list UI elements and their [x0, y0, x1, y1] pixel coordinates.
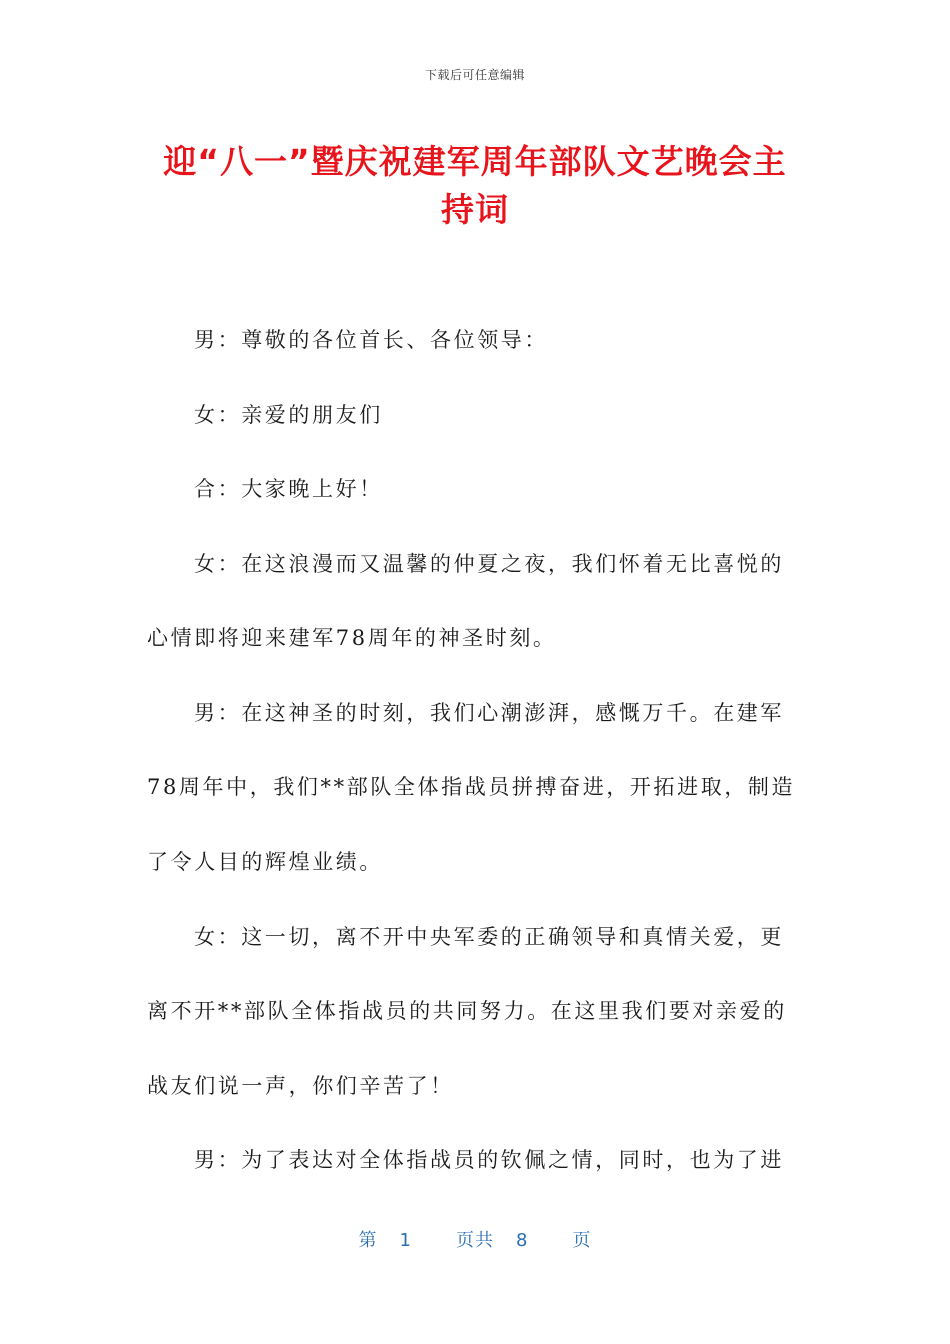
text-line: 女：亲爱的朋友们: [194, 403, 383, 427]
footer-prefix: 第: [358, 1230, 378, 1251]
text-line: 女：在这浪漫而又温馨的仲夏之夜，我们怀着无比喜悦的: [194, 552, 784, 576]
text-line: 合：大家晚上好！: [194, 477, 383, 501]
header-note: 下载后可任意编辑: [424, 68, 525, 82]
page-footer: [0, 1226, 950, 1252]
text-line: 男：尊敬的各位首长、各位领导：: [194, 328, 548, 352]
text-line: 女：这一切，离不开中央军委的正确领导和真情关爱，更: [194, 925, 784, 949]
text-line: 78周年中，我们**部队全体指战员拼搏奋进，开拓进取，制造: [147, 775, 796, 799]
footer-middle: 页共: [456, 1230, 494, 1251]
footer-current-page: 1: [399, 1230, 412, 1251]
footer-suffix: 页: [572, 1230, 592, 1251]
text-line: 男：在这神圣的时刻，我们心潮澎湃，感慨万千。在建军: [194, 701, 784, 725]
title-line-1: 迎“八一”暨庆祝建军周年部队文艺晚会主: [163, 142, 787, 181]
text-line: 战友们说一声，你们辛苦了！: [147, 1074, 454, 1098]
footer-total-pages: 8: [516, 1230, 529, 1251]
title-line-2: 持词: [441, 190, 509, 229]
text-line: 心情即将迎来建军78周年的神圣时刻。: [147, 626, 557, 650]
text-line: 离不开**部队全体指战员的共同努力。在这里我们要对亲爱的: [147, 999, 787, 1023]
text-line: 男：为了表达对全体指战员的钦佩之情，同时，也为了进: [194, 1148, 784, 1172]
document-title: [150, 138, 800, 234]
text-line: 了令人目的辉煌业绩。: [147, 850, 383, 874]
